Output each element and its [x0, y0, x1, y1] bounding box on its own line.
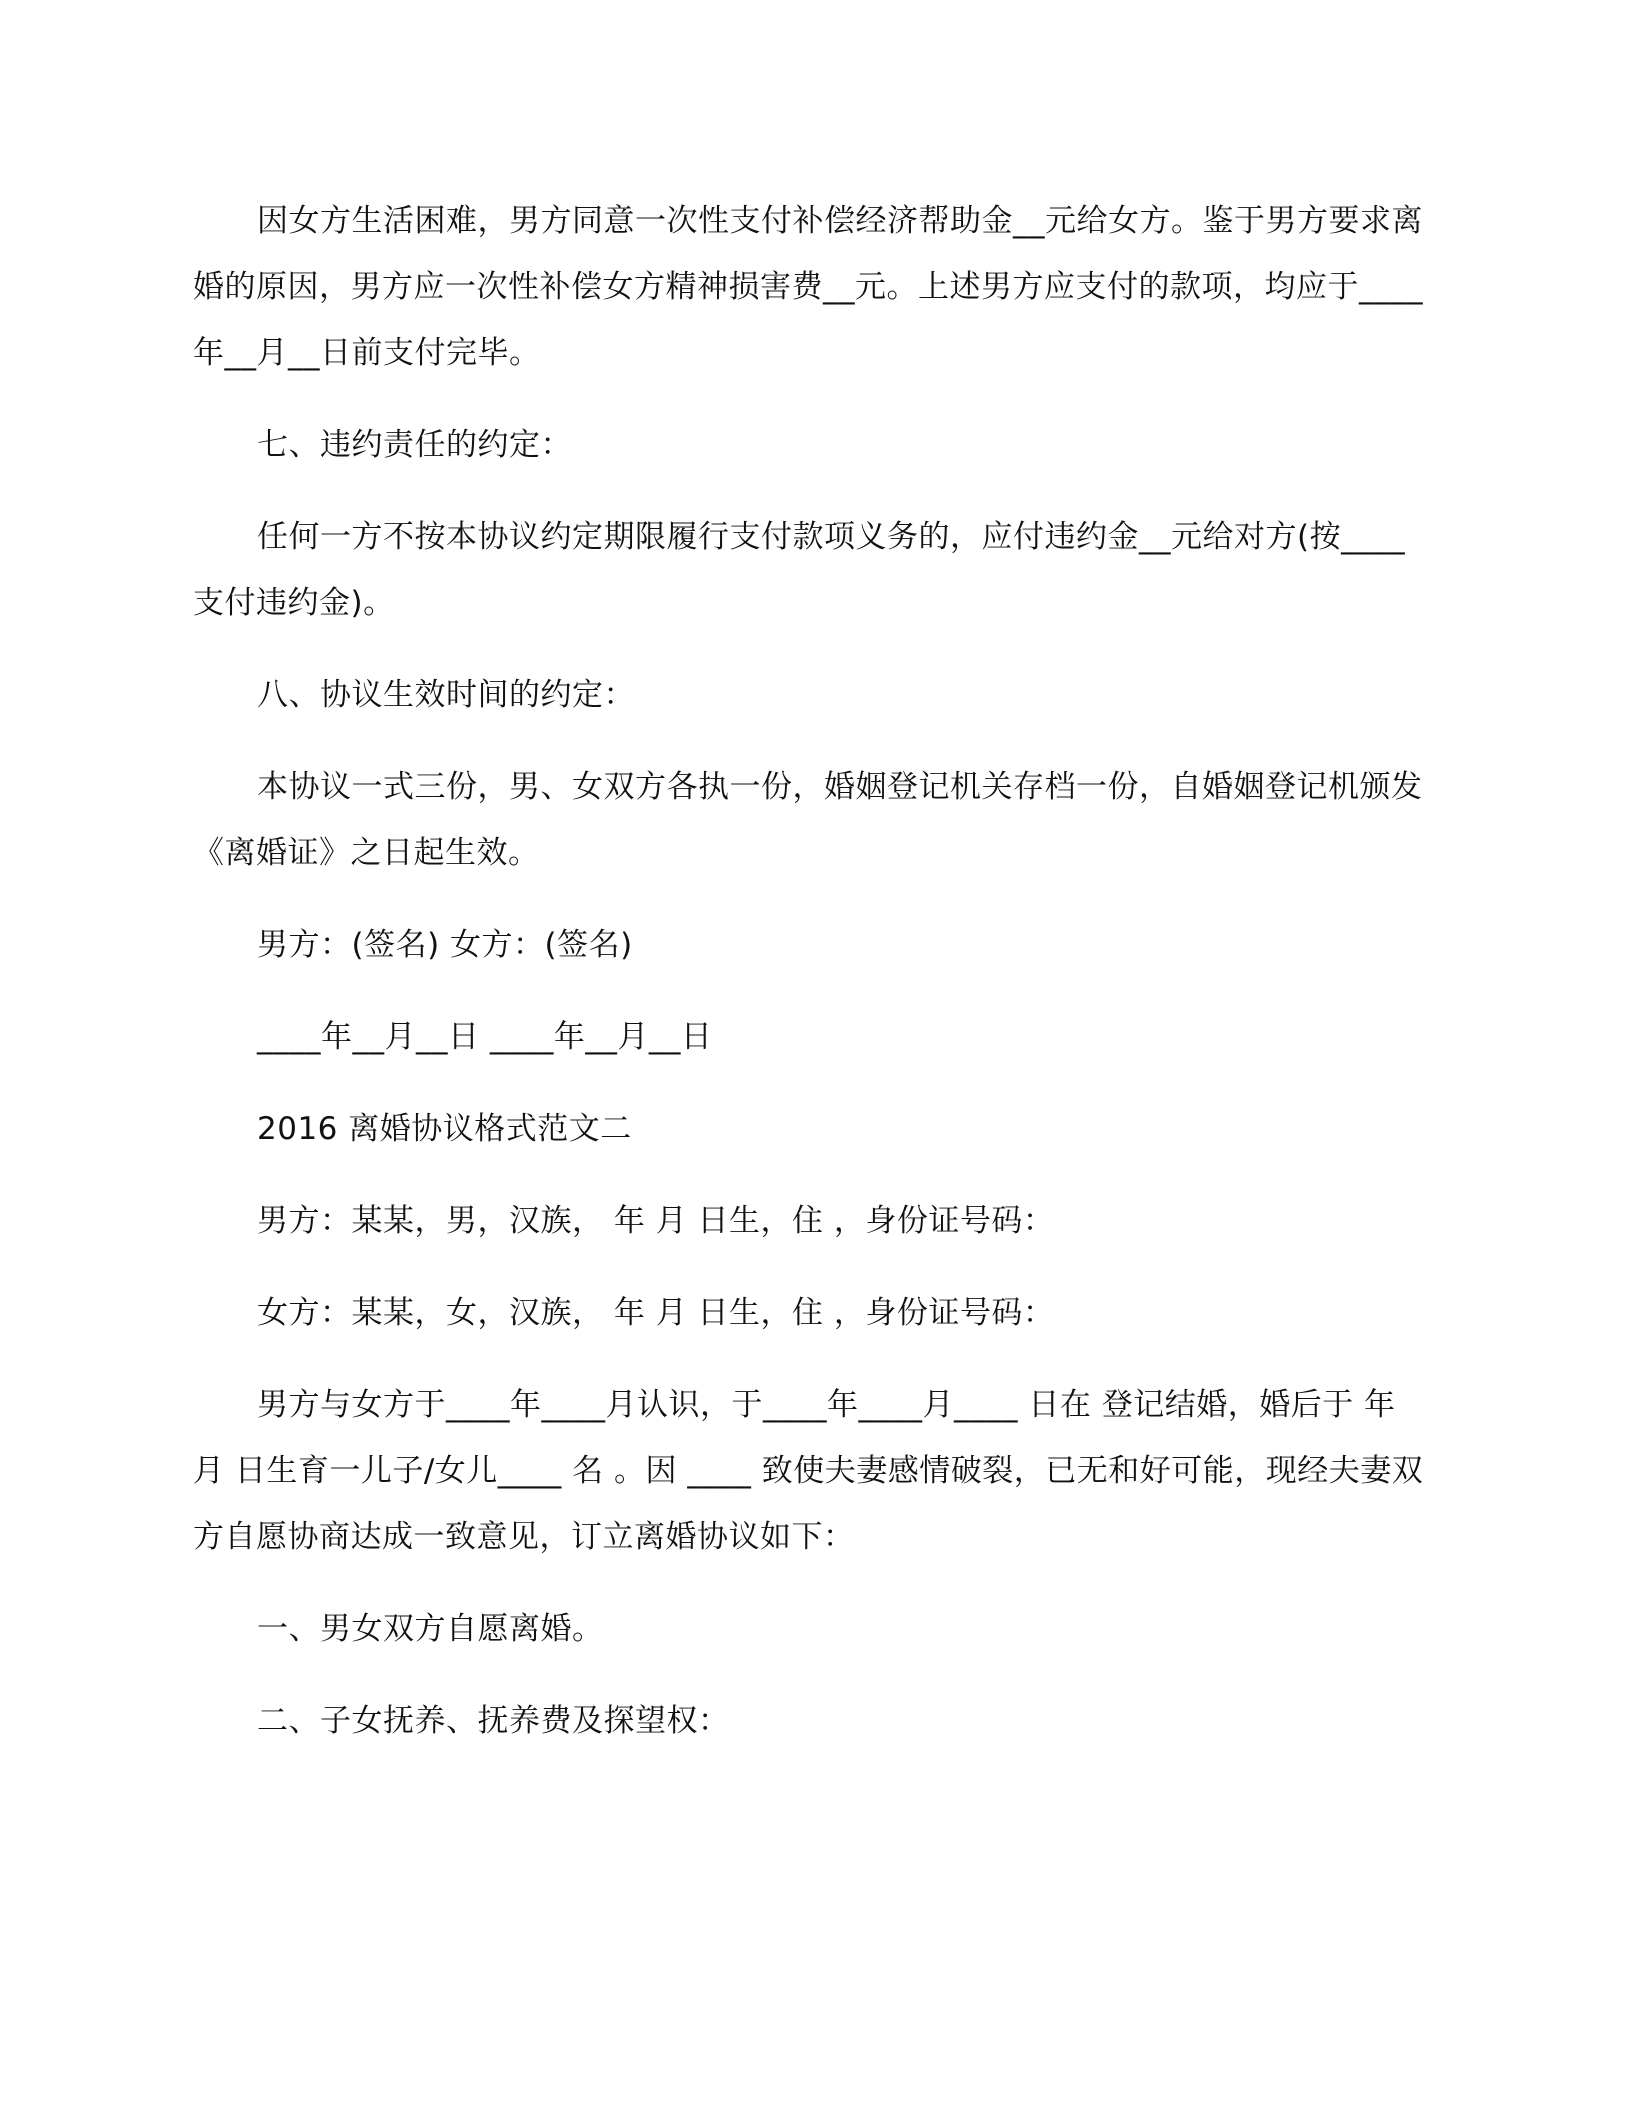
heading-effective-date: 八、协议生效时间的约定：: [257, 677, 635, 713]
paragraph-marriage-background: 男方与女方于____年____月认识，于____年____月____ 日在 登记结婚，婚后于 年 月 日生育一儿子/女儿____ 名 。因 ____ 致使夫妻感情破裂，已无和好可能，现经夫妻双方自愿协商达成一致意见，订立离婚协议如下：: [193, 1387, 1424, 1555]
paragraph-breach-penalty: 任何一方不按本协议约定期限履行支付款项义务的，应付违约金__元给对方(按____支付违约金)。: [193, 519, 1406, 621]
party-husband: 男方：某某，男，汉族， 年 月 日生，住 ，身份证号码：: [257, 1203, 1055, 1239]
party-wife: 女方：某某，女，汉族， 年 月 日生，住 ，身份证号码：: [257, 1295, 1055, 1331]
date-line: ____年__月__日 ____年__月__日: [257, 1019, 713, 1055]
heading-breach-liability: 七、违约责任的约定：: [257, 427, 572, 463]
paragraph-compensation: 因女方生活困难，男方同意一次性支付补偿经济帮助金__元给女方。鉴于男方要求离婚的原因，男方应一次性补偿女方精神损害费__元。上述男方应支付的款项，均应于____年__月__日前支付完毕。: [193, 203, 1423, 371]
clause-two: 二、子女抚养、抚养费及探望权：: [257, 1703, 730, 1739]
section-title-sample-two: 2016 离婚协议格式范文二: [257, 1111, 632, 1147]
signature-line: 男方：(签名) 女方：(签名): [257, 927, 633, 963]
clause-one: 一、男女双方自愿离婚。: [257, 1611, 604, 1647]
document-page: [193, 188, 1433, 1780]
paragraph-effective-terms: 本协议一式三份，男、女双方各执一份，婚姻登记机关存档一份，自婚姻登记机颁发《离婚证》之日起生效。: [193, 769, 1423, 871]
